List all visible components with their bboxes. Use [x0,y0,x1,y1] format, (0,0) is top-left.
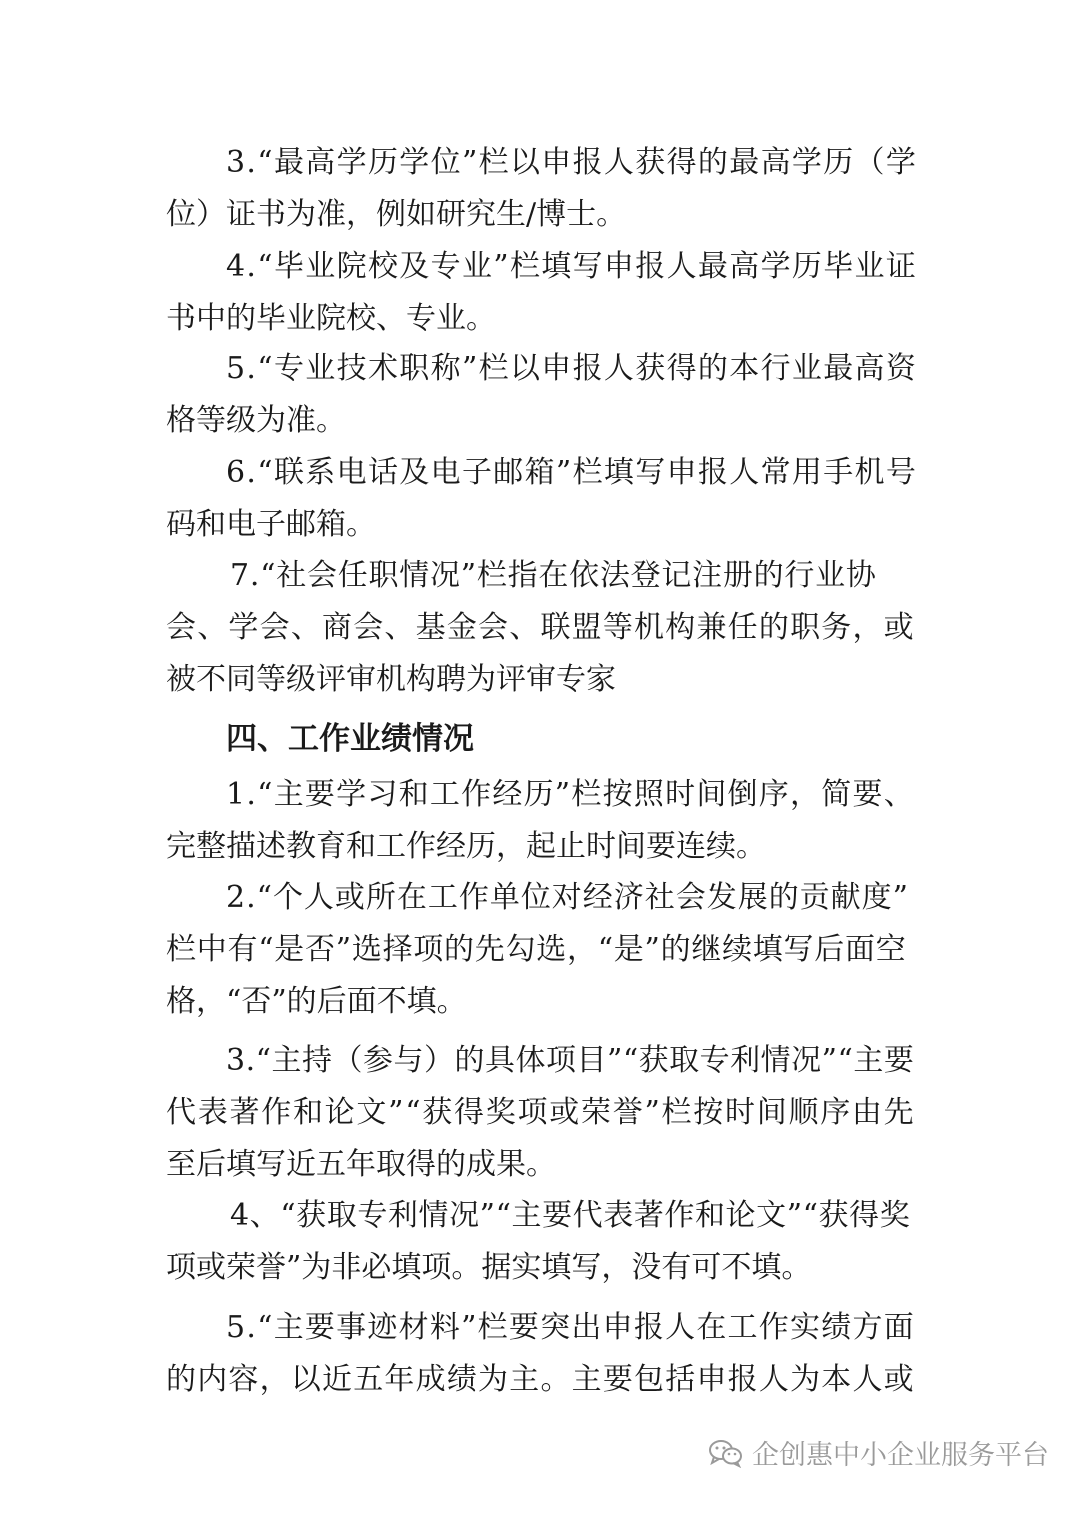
para-5-line-2: 格等级为准。 [166,403,346,438]
para-7-line-3: 被不同等级评审机构聘为评审专家 [166,662,616,697]
para-4-2-line-2: 栏 中 有 “ 是 否 ” 选 择 项 的 先 勾 选 ， “ 是 ” 的 继 续 填 写 后 面 空 [166,932,906,967]
para-4-1-line-2: 完整描述教育和工作经历，起止时间要连续。 [166,829,766,864]
para-3-line-1: 3 . “ 最 高 学 历 学 位 ” 栏 以 申 报 人 获 得 的 最 高 学 历 （ 学 [226,145,916,180]
para-4-4-line-1: 4 、 “ 获 取 专 利 情 况 ” “ 主 要 代 表 著 作 和 论 文 ” “ 获 得 奖 [230,1198,910,1233]
section-heading: 四、工作业绩情况 [226,721,474,757]
para-4-line-1: 4 . “ 毕 业 院 校 及 专 业 ” 栏 填 写 申 报 人 最 高 学 历 毕 业 证 [226,249,916,284]
para-4-5-line-1: 5 . “ 主 要 事 迹 材 料 ” 栏 要 突 出 申 报 人 在 工 作 实 绩 方 面 [226,1310,914,1345]
para-6-line-1: 6 . “ 联 系 电 话 及 电 子 邮 箱 ” 栏 填 写 申 报 人 常 用 手 机 号 [226,455,916,490]
wechat-icon [708,1438,744,1468]
para-4-3-line-3: 至后填写近五年取得的成果。 [166,1147,556,1182]
para-4-4-line-2: 项或荣誉”为非必填项。据实填写，没有可不填。 [166,1250,812,1285]
para-4-line-2: 书中的毕业院校、专业。 [166,301,496,336]
watermark-text: 企创惠中小企业服务平台 [752,1440,1049,1471]
para-3-line-2: 位）证书为准，例如研究生/博士。 [166,197,627,232]
para-5-line-1: 5 . “ 专 业 技 术 职 称 ” 栏 以 申 报 人 获 得 的 本 行 业 最 高 资 [226,351,916,386]
para-7-line-1: 7 . “ 社 会 任 职 情 况 ” 栏 指 在 依 法 登 记 注 册 的 行 业 协 [230,558,876,593]
para-4-2-line-1: 2 . “ 个 人 或 所 在 工 作 单 位 对 经 济 社 会 发 展 的 贡 献 度 ” [226,880,908,915]
para-4-2-line-3: 格，“否”的后面不填。 [166,984,467,1019]
para-6-line-2: 码和电子邮箱。 [166,507,376,542]
para-4-1-line-1: 1 . “ 主 要 学 习 和 工 作 经 历 ” 栏 按 照 时 间 倒 序 ， 简 要 、 [226,777,914,812]
para-4-5-line-2: 的 内 容 ， 以 近 五 年 成 绩 为 主 。 主 要 包 括 申 报 人 为 本 人 或 [166,1362,914,1397]
para-7-line-2: 会 、 学 会 、 商 会 、 基 金 会 、 联 盟 等 机 构 兼 任 的 职 务 ， 或 [166,610,914,645]
para-4-3-line-2: 代 表 著 作 和 论 文 ” “ 获 得 奖 项 或 荣 誉 ” 栏 按 时 间 顺 序 由 先 [166,1095,914,1130]
para-4-3-line-1: 3 . “ 主 持 （ 参 与 ） 的 具 体 项 目 ” “ 获 取 专 利 情 况 ” “ 主 要 [226,1043,914,1078]
watermark [708,1433,1049,1472]
